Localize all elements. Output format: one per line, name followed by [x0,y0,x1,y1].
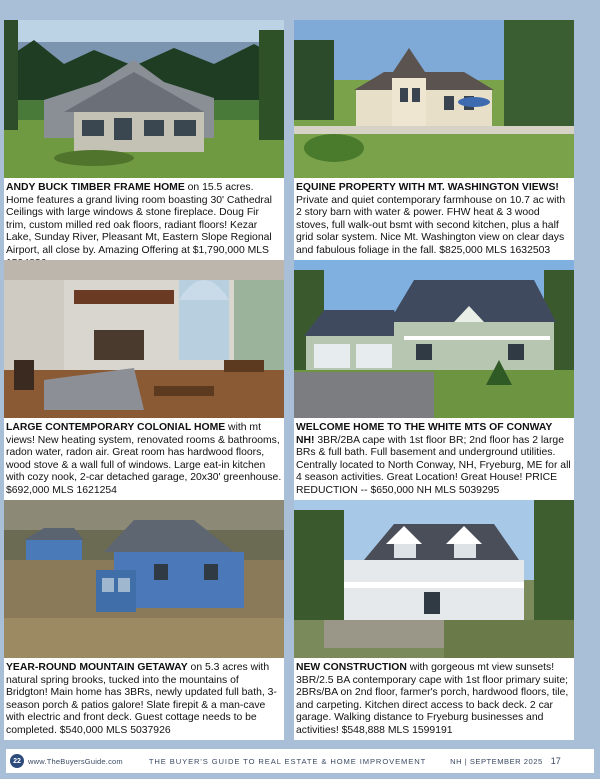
listing-title: WELCOME HOME TO THE WHITE MTS OF CONWAY NH! [296,422,553,446]
page-footer [0,744,600,779]
listing-title: NEW CONSTRUCTION [296,662,407,673]
listing-title: EQUINE PROPERTY WITH MT. WASHINGTON VIEWS! [296,182,559,193]
farmhouse-photo [294,20,574,178]
footer-issue: NH | SEPTEMBER 2025 [450,756,543,766]
listing-title: ANDY BUCK TIMBER FRAME HOME [6,182,185,193]
great-room-interior-photo [4,260,284,418]
listing-body: 3BR/2BA cape with 1st floor BR; 2nd floor has 2 large BRs & full bath. Full basement and underground utilities. Centrally located to North Conway, NH, Fryeburg, ME for all 4 season activities. Great Location! Great House! PRICE REDUCTION -- $650,000 NH MLS 5039295 [296,434,571,496]
footer-page-number: 17 [550,756,561,766]
page-badge [10,754,24,768]
footer-bar [6,749,594,773]
listing-description [4,422,284,498]
listing-card-getaway [4,500,284,740]
timber-frame-home-photo [4,20,284,178]
listing-card-timber-frame [4,20,284,260]
listing-description [294,422,574,498]
listing-description [4,662,284,738]
footer-url[interactable]: www.TheBuyersGuide.com [28,756,123,766]
new-construction-photo [294,500,574,658]
listing-card-colonial [4,260,284,500]
listing-body: with mt views! New heating system, renovated rooms & bathrooms, radon water, radon air. Great room has hardwood floors, wood stove & a wall full of windows. Large eat-in kitchen with cozy nook, 2-car detached garage, 20x30' greenhouse. $692,000 MLS 1621254 [6,422,282,496]
blue-cottage-photo [4,500,284,658]
listing-body: on 5.3 acres with natural spring brooks, tucked into the mountains of Bridgton! Main home has 3BRs, newly updated full bath, 3-season porch & patios galore! Slate firepit & a man-cave with electric and front deck. Guest cottage needs to be completed. $540,000 MLS 5037926 [6,662,277,736]
listing-body: on 15.5 acres. Home features a grand living room boasting 30' Cathedral Ceilings with large windows & stone fireplace. Doug Fir trim, custom milled red oak floors, radiant floors! Kezar Lake, Sunday River, Pleasant Mt, Eastern Slope Regional Airport, all close by. Amazing Offering at $1,790,000 MLS [6,182,272,256]
listing-card-conway [294,260,574,500]
listing-body: Private and quiet contemporary farmhouse on 10.7 ac with 2 story barn with water & power. FHW heat & 3 wood stoves, full walk-out bsmt with second kitchen, plus a half grid solar system. Nice Mt. Washington view on clear days and fabulous foliage in the fall. $825,000 MLS 1632503 [296,194,566,256]
listing-title: LARGE CONTEMPORARY COLONIAL HOME [6,422,226,433]
footer-magazine-title: THE BUYER'S GUIDE TO REAL ESTATE & HOME IMPROVEMENT [148,756,427,766]
listing-description [294,662,574,738]
listing-description [294,182,574,258]
listing-body: with gorgeous mt view sunsets! 3BR/2.5 BA contemporary cape with 1st floor primary suite; 2BRs/BA on 2nd floor, farmer's porch, hardwood floors, tile, and carpeting. Kitchen direct access to back deck. 2 car garage. Walking distance to Fryeburg businesses and activities! $548,888 MLS 1599191 [296,662,569,736]
page-badge-number: 22 [13,757,21,765]
listing-card-equine [294,20,574,260]
listing-description [4,182,284,270]
cape-house-photo [294,260,574,418]
listing-title: YEAR-ROUND MOUNTAIN GETAWAY [6,662,188,673]
listing-card-new-construction [294,500,574,740]
